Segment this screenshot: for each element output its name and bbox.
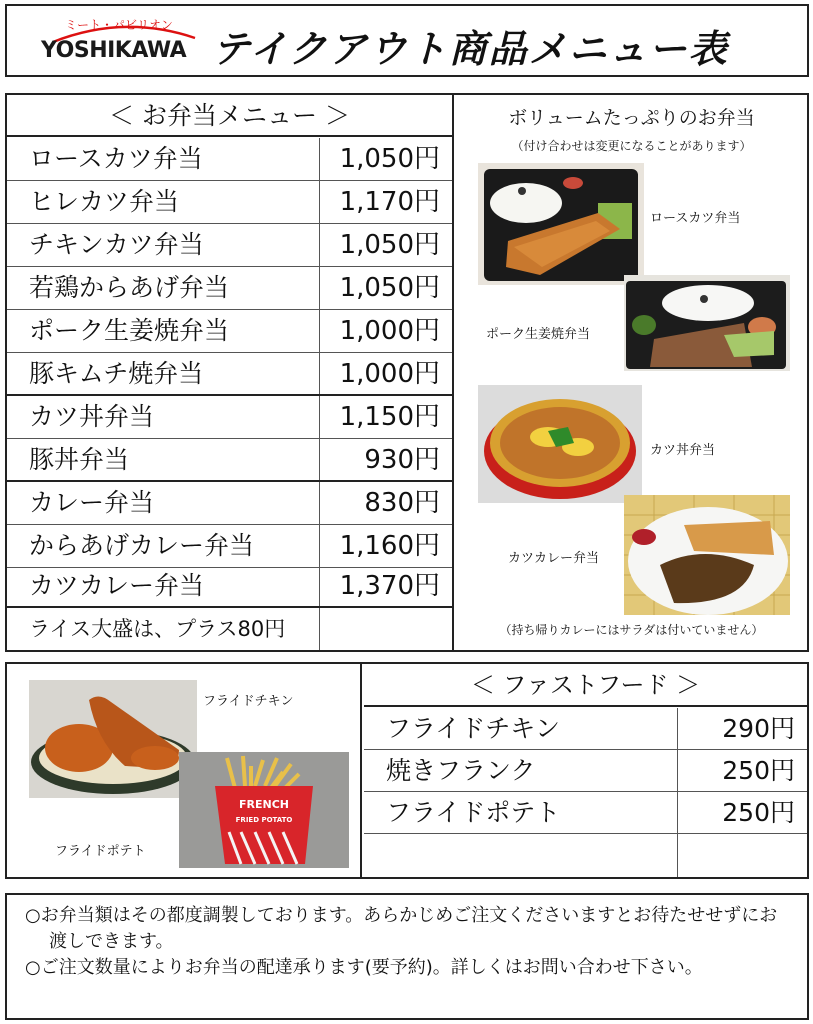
item-name: ヒレカツ弁当 (29, 187, 180, 216)
item-price: 830円 (364, 488, 440, 518)
menu-row (7, 396, 452, 439)
fastfood-heading: ＜ ファストフード ＞ (364, 664, 807, 707)
logo-subtitle: ミート・パビリオン (65, 18, 173, 32)
menu-row (7, 310, 452, 353)
menu-row (7, 565, 452, 608)
menu-row (7, 224, 452, 267)
header (5, 4, 809, 77)
menu-row (364, 708, 807, 750)
note-text: ○お弁当類はその都度調製しております。あらかじめご注文くださいますとお待たせせずにお渡しできます。 (25, 905, 778, 952)
item-name: からあげカレー弁当 (29, 531, 255, 560)
fries-box-text: FRENCH (239, 798, 289, 811)
item-price: 290円 (722, 714, 795, 743)
item-price: 1,050円 (339, 273, 440, 303)
item-price: 1,160円 (339, 531, 440, 561)
item-price: 1,150円 (339, 402, 440, 432)
photo-label: フライドポテト (55, 844, 146, 859)
item-name: カレー弁当 (29, 488, 155, 517)
item-price: 1,000円 (339, 359, 440, 389)
menu-row (7, 267, 452, 310)
photo-label: カツ丼弁当 (650, 443, 716, 458)
item-name: 豚キムチ焼弁当 (29, 359, 204, 388)
item-price: 1,000円 (339, 316, 440, 346)
fastfood-section (5, 662, 809, 879)
katsudon-bento-photo (478, 385, 642, 503)
photo-label: カツカレー弁当 (508, 551, 600, 566)
item-name: 焼きフランク (386, 756, 536, 785)
bento-photos (456, 95, 807, 650)
bento-heading: ＜ お弁当メニュー ＞ (7, 95, 452, 137)
rice-note-row (7, 608, 452, 650)
menu-row (7, 525, 452, 568)
item-name: 若鶏からあげ弁当 (29, 273, 230, 302)
photo-label: ポーク生姜焼弁当 (486, 327, 591, 342)
item-name: ポーク生姜焼弁当 (29, 316, 230, 345)
fastfood-menu-table (364, 664, 807, 877)
item-price: 1,170円 (339, 187, 440, 217)
menu-row (7, 482, 452, 525)
rosu-katsu-bento-photo (478, 163, 644, 285)
menu-row (364, 750, 807, 792)
item-name: フライドチキン (386, 714, 561, 743)
curry-note: （持ち帰りカレーにはサラダは付いていません） (499, 623, 764, 637)
volume-title: ボリュームたっぷりのお弁当 (508, 107, 755, 129)
menu-row (7, 181, 452, 224)
french-fries-photo (179, 752, 349, 868)
item-price: 250円 (722, 798, 795, 827)
item-price: 250円 (722, 756, 795, 785)
menu-row-empty (364, 834, 807, 877)
item-price: 1,050円 (339, 230, 440, 260)
photo-label: フライドチキン (203, 694, 294, 709)
menu-row (7, 439, 452, 482)
menu-row (7, 138, 452, 181)
bento-menu-table (7, 95, 454, 650)
logo-wordmark: YOSHIKAWA (41, 38, 187, 63)
menu-row (364, 792, 807, 834)
photo-label: ロースカツ弁当 (650, 211, 741, 226)
item-price: 1,370円 (339, 571, 440, 601)
bento-section (5, 93, 809, 652)
page-title: テイクアウト商品メニュー表 (212, 27, 729, 71)
item-name: カツカレー弁当 (29, 571, 205, 600)
volume-note: （付け合わせは変更になることがあります） (511, 139, 752, 153)
katsu-curry-bento-photo (624, 495, 790, 615)
item-name: 豚丼弁当 (29, 445, 130, 474)
menu-row (7, 353, 452, 396)
item-price: 1,050円 (339, 144, 440, 174)
note-text: ○ご注文数量によりお弁当の配達承ります(要予約)。詳しくはお問い合わせ下さい。 (25, 957, 703, 978)
fried-chicken-photo (29, 680, 197, 798)
item-name: カツ丼弁当 (29, 402, 155, 431)
rice-note: ライス大盛は、プラス80円 (29, 617, 286, 641)
item-name: ロースカツ弁当 (29, 144, 203, 173)
item-price: 930円 (364, 445, 440, 475)
pork-ginger-bento-photo (624, 275, 790, 371)
svg-text:FRIED POTATO: FRIED POTATO (235, 816, 293, 824)
item-name: フライドポテト (386, 798, 561, 827)
notes-box (5, 893, 809, 1020)
item-name: チキンカツ弁当 (29, 230, 204, 259)
fastfood-photos (7, 664, 362, 877)
yoshikawa-logo (37, 14, 199, 70)
